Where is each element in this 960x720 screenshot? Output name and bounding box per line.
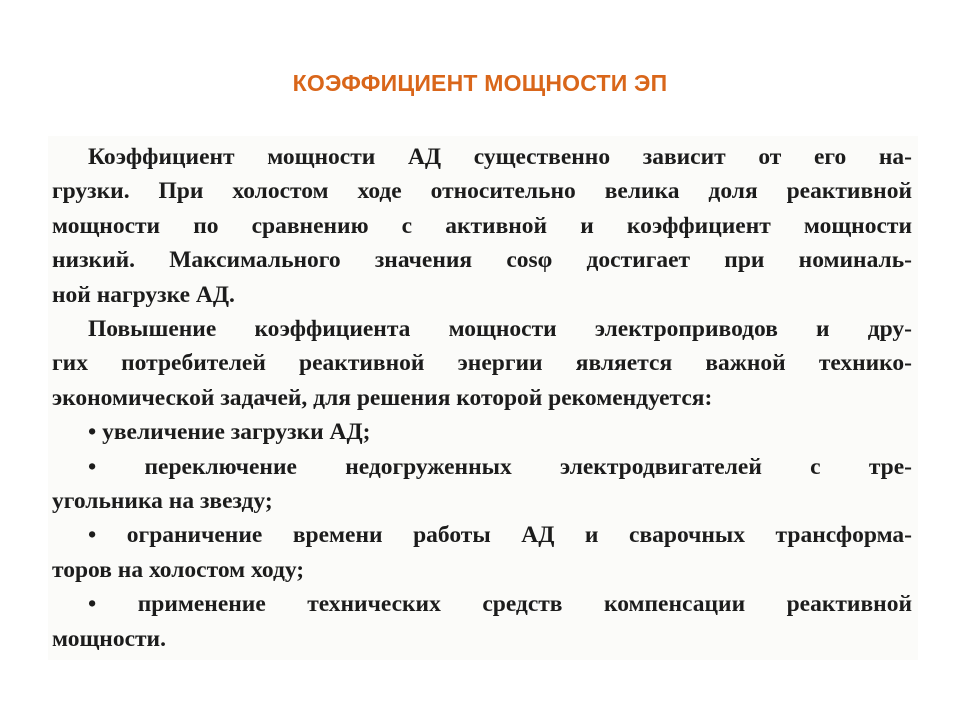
text-line: мощности по сравнению с активной и коэффициент мощности: [52, 212, 912, 239]
text-line: ной нагрузке АД.: [52, 281, 235, 308]
text-line: низкий. Максимального значения cosφ достигает при номиналь-: [52, 247, 912, 274]
text-line: • применение технических средств компенсации реактивной: [88, 591, 912, 618]
bullet-item: [52, 518, 912, 587]
text-line: грузки. При холостом ходе относительно велика доля реактивной: [52, 178, 912, 205]
text-line: экономической задачей, для решения которой рекомендуется:: [52, 384, 713, 411]
slide-title: КОЭФФИЦИЕНТ МОЩНОСТИ ЭП: [292, 70, 668, 96]
paragraph-power-factor-load: [52, 140, 912, 312]
text-line: гих потребителей реактивной энергии является важной технико-: [52, 350, 912, 377]
text-line: • увеличение загрузки АД;: [88, 419, 371, 446]
bullet-item: [52, 450, 912, 519]
text-line: торов на холостом ходу;: [52, 556, 305, 583]
text-line: Повышение коэффициента мощности электроприводов и дру-: [88, 316, 912, 343]
text-line: Коэффициент мощности АД существенно зависит от его на-: [88, 144, 912, 170]
text-line: • ограничение времени работы АД и сварочных трансформа-: [88, 522, 912, 549]
text-line: угольника на звезду;: [52, 488, 273, 515]
bullet-list: [52, 415, 912, 656]
text-line: • переключение недогруженных электродвигателей с тре-: [88, 453, 912, 480]
scanned-text-block: [52, 140, 912, 656]
bullet-item: [52, 587, 912, 656]
text-line: мощности.: [52, 625, 166, 652]
bullet-item: [52, 415, 912, 449]
paragraph-power-factor-improvement: [52, 312, 912, 415]
